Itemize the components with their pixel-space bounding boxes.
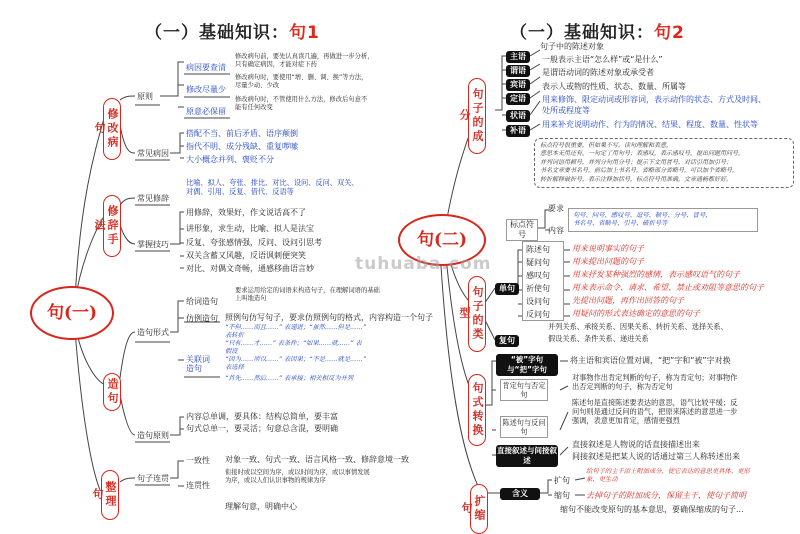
tab-organize-sentence: 整理句 [101,470,119,520]
imitate-desc: 照例句仿写句子，要求仿照例句的格式，内容构造一个句子 [225,313,433,322]
type-rhetorical: 反问句 [526,310,550,319]
type-exclamatory: 感叹句 [526,271,550,280]
consistency-label: 一致性 [186,456,210,465]
sentence-principle-2: 句式总单一，要灵活；句意总含混，要明确 [186,424,338,433]
punctuation-node: 标点符号 [506,219,538,241]
principle-desc-2: 修改病句时，要使用“增、删、调、换”等方法， 尽量少动、少改 [235,74,368,89]
component-text-2: 是谓语动词的陈述对象或承受者 [542,68,654,77]
skill-item-1: 用修辞，效果好，作文说话高不了 [186,208,306,217]
skill-item-2: 讲形象，求生动，比喻、拟人是法宝 [186,224,314,233]
transform-declare-rhetorical: 陈述句与反问句 [500,416,548,438]
principle-desc-1: 修改病句前，要先认真读几遍，再做进一步分析， 只有确定病因，才能对症下药 [235,53,374,68]
transform-direct-indirect: 直接叙述与间接叙述 [497,446,557,465]
right-title-text: （一）基础知识： [510,23,654,43]
punctuation-rules-box: 标点符号很重要，但如果不写，读句理解和表意， 意思本无用还有，一句定了用句号；表感叹，表示感叹号，提出问题用问号， 并列词语用顿号，并列分句用分号；提示下文用冒号，对话引用加引号； 书名文章要书名号，前后加上书名号，省略部分省略号，可以加个省略号， 转折解释破折号，表示注释加括号，标点符号用准确，文章通畅都好好。 [534,138,794,188]
type-imperative: 祈使句 [526,284,550,293]
branch-coherence: 句子连贯 [137,474,169,483]
organize-tip: 理解句意，明确中心 [225,502,297,511]
given-word-desc: 要求运用给定的词语来构造句子，在理解词语的基础 上叫地造句 [235,287,380,302]
tab-sentence-transform: 句式转换 [468,374,486,446]
right-title-highlight: 句2 [654,23,685,43]
tab-make-sentence: 造句 [103,373,121,411]
tab-revise-sentence: 修改病句 [103,98,121,160]
consistency-desc: 对象一致、句式一致、语言风格一致、修辞意境一致 [225,455,409,464]
component-adverbial: 状语 [506,110,530,122]
component-text-5: 处所或程度等 [542,106,590,115]
type-rhetorical-q: 设问句 [526,297,550,306]
type-interrogative: 疑问句 [526,258,550,267]
expand-bottom-note: 缩句不能改变原句的基本意思，要确保缩成的句子... [560,505,744,514]
principle-item-2: 修改尽量少 [186,85,226,94]
single-sentence-node: 单句 [495,283,519,295]
type-desc-3: 用来抒发某种强烈的感情，表示感叹语气的句子 [572,270,740,279]
punctuation-req-label: 要求 [548,204,564,213]
right-center-node: 句(二) [398,214,486,266]
sentence-principle-1: 内容总单调，要具体：结构总简单，要丰富 [186,412,338,421]
branch-common-errors: 常见病因 [137,149,169,158]
branch-sentence-principle: 造句原则 [137,431,169,440]
skill-item-3: 反复、夸张感情强，反问、设问引思考 [186,238,322,247]
tab-rhetoric: 修辞手法 [103,195,121,257]
transform-desc-4b: 间接叙述是把某人说的话通过第三人称转述出来 [572,452,740,461]
principle-item-3: 原意必保留 [186,107,226,116]
punctuation-content-label: 内容 [548,226,564,235]
tab-sentence-types: 句子的类型 [468,276,486,352]
component-complement: 补语 [506,125,530,137]
punctuation-content-box: 句号、问号、感叹号、逗号、顿号、分号、冒号、 书名号、省略号、引号、破折号等 [568,208,758,232]
component-predicate: 谓语 [506,65,530,77]
branch-principle: 原则 [137,92,153,101]
watermark: tuhuaba.com [355,254,492,274]
transform-desc-3: 陈述句是直接陈述要表达的意思，语气比较平缓；反 问句则是通过反问的语气，把原来陈述的意思进一步 强调，表意更加肯定，感情更强烈 [572,398,738,425]
transform-desc-1: 将主语和宾语位置对调，“把”字和“被”字对换 [570,356,731,365]
skill-item-4: 双关含蓄又风趣，反语讽刺便突笑 [186,251,306,260]
transform-desc-2: 对事物作出肯定判断的句子，称为肯定句；对事物作 出否定判断的句子，称为否定句 [572,373,738,391]
component-attributive: 定语 [506,93,530,105]
type-desc-6: 用疑问的形式表达确定的意思的句子 [572,309,700,318]
error-item-2: 指代不明、成分残缺、重复啰嗦 [186,142,298,151]
form-imitate: 仿例造句 [186,314,218,323]
skill-item-5: 对比、对偶文奇畅，通感移曲语言妙 [186,264,314,273]
component-text-4: 用来修饰、限定动词或形容词，表示动作的状态、方式及时间、 [542,95,766,104]
shrink-label: 缩句 [554,491,570,500]
tab-expand-shrink: 扩缩句 [470,484,488,534]
shrink-desc: 去掉句子的附加成分，保留主干，使句子简明 [586,491,746,500]
transform-affirm-negate: 肯定句与否定句 [500,379,548,401]
form-given-word: 给词造句 [186,297,218,306]
type-desc-5: 先提出问题，再作出回答的句子 [572,296,684,305]
principle-desc-3: 修改病句时，不管使用什么方法，修改后句意不 能有任何改变 [235,96,368,111]
left-title-highlight: 句1 [289,23,320,43]
left-page-title [145,18,320,43]
tab-sentence-components: 句子的成分 [468,78,486,154]
type-desc-1: 用来说明事实的句子 [572,244,644,253]
expand-label: 扩句 [554,476,570,485]
right-page-title [510,18,685,43]
type-desc-4: 用来表示命令、请求、希望、禁止或劝阻等意思的句子 [572,283,764,292]
continuity-desc: 衔接时或以空间为序，或以时间为序，或以事情发展 为序，或以人们认识事物的规律为序 [225,469,370,484]
component-object: 宾语 [506,79,530,91]
compound-sentence-node: 复句 [495,335,519,347]
left-center-node: 句(一) [30,286,114,340]
transform-passive-active: “被”字句与“把”字句 [496,354,558,376]
component-text-3: 表示人或物的性质、状态、数量、所属等 [542,82,686,91]
expand-meaning-node: 含义 [500,488,540,500]
form-conjunction: 关联词造句 [186,355,210,373]
type-desc-2: 用来提出问题的句子 [572,257,644,266]
conjunction-desc: “不但……而且……” 表递进；“虽然……但是……” 表转折 “只有……才……” 表条件；“如果……就……” 表 假设 “因为……所以……” 表因果；“不是……就是……” 表选择 “首先……然后……” 表承接；相关相反为并列 [225,324,366,382]
compound-relations: 并列关系、承接关系、因果关系、转折关系、选择关系、 假设关系、条件关系、递进关系 [548,322,728,343]
components-header: 句子中的陈述对象 [540,42,604,51]
component-text-6: 用来补充说明动作、行为的情况、结果、程度、数量、性状等 [542,120,758,129]
component-text-1: 一般表示主语“怎么样”或“是什么” [542,55,663,64]
principle-item-1: 病因要查清 [186,63,226,72]
branch-sentence-forms: 造句形式 [137,328,169,337]
branch-skills: 掌握技巧 [137,240,169,249]
transform-desc-4a: 直接叙述是人物说的话直接描述出来 [572,440,700,449]
type-declarative: 陈述句 [526,245,550,254]
rhetoric-list: 比喻、拟人、夸张、排比、对比、设问、反问、双关、 对偶、引用、反复、借代、反语等 [186,178,359,196]
branch-common-rhetoric: 常见修辞 [137,194,169,203]
error-item-3: 大小概念并列、褒贬不分 [186,155,274,164]
expand-desc: 给句子的主干添上附加成分，使它表达的意思更具体、更形象、更生动 [586,468,750,483]
error-item-1: 搭配不当、前后矛盾、语序颠倒 [186,129,298,138]
left-title-text: （一）基础知识： [145,23,289,43]
component-subject: 主语 [506,51,530,63]
continuity-label: 连贯性 [186,481,210,490]
